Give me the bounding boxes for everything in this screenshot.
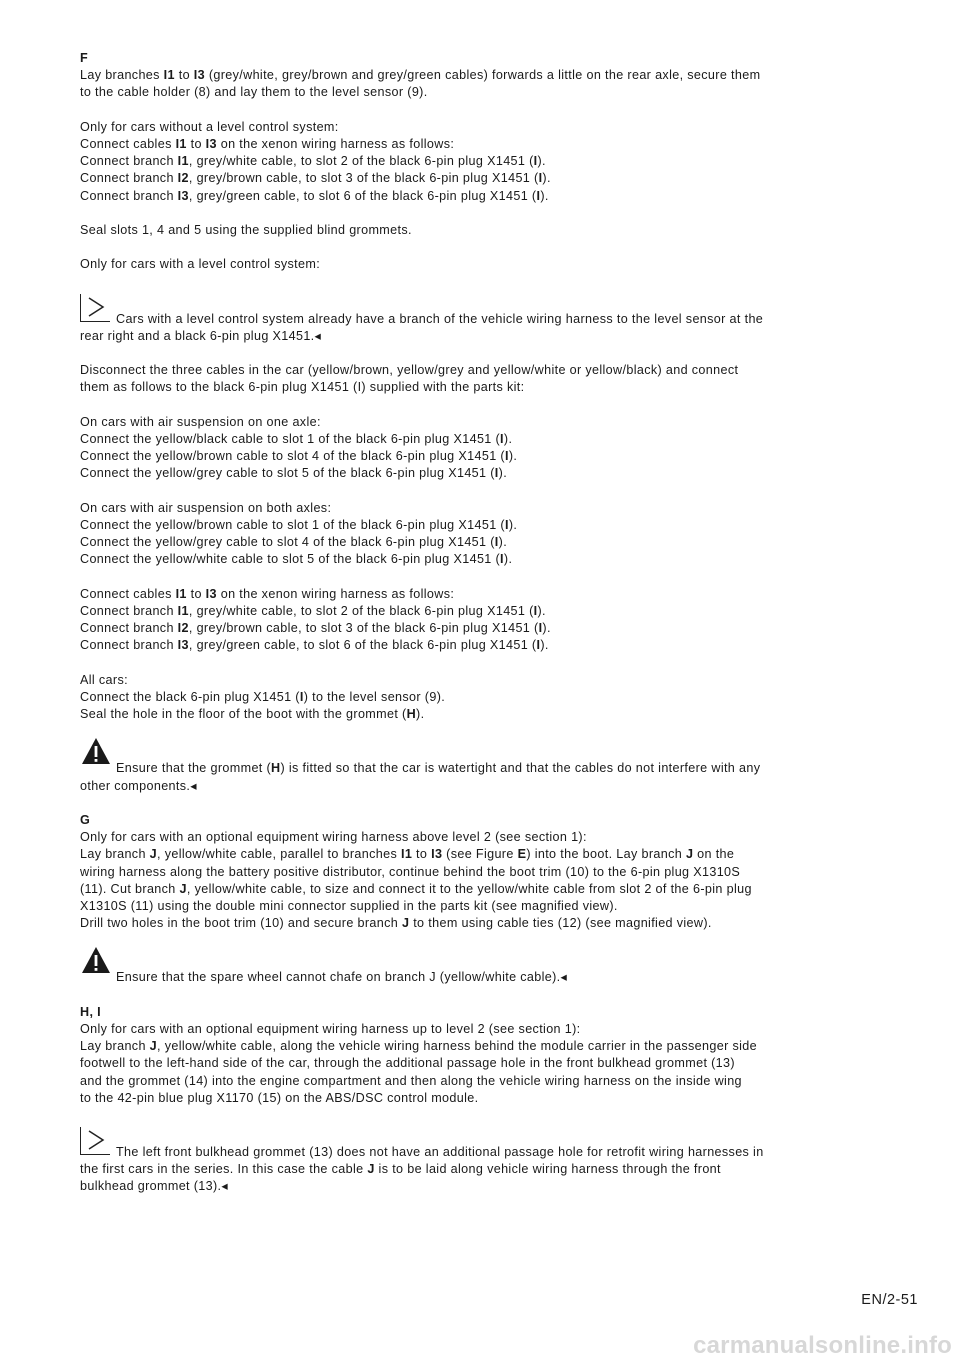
warning-text: Ensure that the grommet (H) is fitted so that the car is watertight and that the cables do not interfere with any xyxy=(116,761,761,776)
text-line: Connect the black 6-pin plug X1451 (I) to the level sensor (9). xyxy=(80,689,446,704)
text-line: Seal slots 1, 4 and 5 using the supplied blind grommets. xyxy=(80,223,412,237)
note-pointer-icon xyxy=(80,1131,112,1159)
text-line: Connect branch I2, grey/brown cable, to slot 3 of the black 6-pin plug X1451 (I). xyxy=(80,171,551,186)
text-line: Only for cars with an optional equipment wiring harness up to level 2 (see section 1): xyxy=(80,1022,581,1036)
note-block xyxy=(80,1131,902,1196)
text-line: On cars with air suspension on both axles: xyxy=(80,500,332,515)
warning-block xyxy=(80,747,902,794)
note-text: The left front bulkhead grommet (13) does not have an additional passage hole for retrofit wiring harnesses in xyxy=(116,1145,764,1160)
text-line: them as follows to the black 6-pin plug X1451 (I) supplied with the parts kit: xyxy=(80,380,525,395)
note-text: the first cars in the series. In this case the cable J is to be laid along vehicle wiring harness through the front xyxy=(80,1162,721,1177)
text-line: On cars with air suspension on one axle: xyxy=(80,414,321,429)
text-line: Seal the hole in the floor of the boot with the grommet (H). xyxy=(80,707,425,722)
note-text: rear right and a black 6-pin plug X1451.◂ xyxy=(80,328,322,343)
text-line: Only for cars without a level control system: xyxy=(80,119,339,134)
warning-text: Ensure that the spare wheel cannot chafe on branch J (yellow/white cable).◂ xyxy=(116,970,568,985)
text-line: Connect the yellow/grey cable to slot 4 of the black 6-pin plug X1451 (I). xyxy=(80,535,508,550)
text-line: Connect the yellow/black cable to slot 1 of the black 6-pin plug X1451 (I). xyxy=(80,431,513,446)
text-line: Connect branch I1, grey/white cable, to slot 2 of the black 6-pin plug X1451 (I). xyxy=(80,603,546,618)
warning-icon xyxy=(80,956,112,984)
text-line: Connect the yellow/brown cable to slot 1 of the black 6-pin plug X1451 (I). xyxy=(80,517,518,532)
text-line: X1310S (11) using the double mini connector supplied in the parts kit (see magnified view). xyxy=(80,899,618,913)
text-line: Connect the yellow/brown cable to slot 4 of the black 6-pin plug X1451 (I). xyxy=(80,449,518,464)
text-line: to the 42-pin blue plug X1170 (15) on the ABS/DSC control module. xyxy=(80,1090,479,1105)
text-line: Connect branch I3, grey/green cable, to slot 6 of the black 6-pin plug X1451 (I). xyxy=(80,188,549,203)
section-f-heading: F xyxy=(80,51,89,65)
note-text: bulkhead grommet (13).◂ xyxy=(80,1179,229,1194)
text-line: Connect the yellow/white cable to slot 5 of the black 6-pin plug X1451 (I). xyxy=(80,552,513,567)
text-line: Lay branch J, yellow/white cable, parallel to branches I1 to I3 (see Figure E) into the boot. Lay branch J on the xyxy=(80,847,735,862)
text-line: Only for cars with a level control system: xyxy=(80,257,321,272)
document-body xyxy=(80,50,902,1213)
text-line: Connect branch I3, grey/green cable, to slot 6 of the black 6-pin plug X1451 (I). xyxy=(80,638,549,653)
note-text: Cars with a level control system already have a branch of the vehicle wiring harness to the level sensor at the xyxy=(116,311,764,326)
text-line: Only for cars with an optional equipment wiring harness above level 2 (see section 1): xyxy=(80,830,587,845)
text-line: wiring harness along the battery positive distributor, continue behind the boot trim (10) to the 6-pin plug X1310S xyxy=(80,864,741,879)
text-line: Lay branches I1 to I3 (grey/white, grey/brown and grey/green cables) forwards a little on the rear axle, secure them xyxy=(80,68,761,83)
text-line: All cars: xyxy=(80,672,128,687)
text-line: Connect cables I1 to I3 on the xenon wiring harness as follows: xyxy=(80,586,455,601)
text-line: Connect branch I1, grey/white cable, to slot 2 of the black 6-pin plug X1451 (I). xyxy=(80,154,546,169)
text-line: (11). Cut branch J, yellow/white cable, to size and connect it to the yellow/white cable from slot 2 of the 6-pin plug xyxy=(80,881,752,896)
watermark: carmanualsonline.info xyxy=(693,1332,952,1359)
warning-icon xyxy=(80,747,112,775)
text-line: Connect cables I1 to I3 on the xenon wiring harness as follows: xyxy=(80,137,455,151)
text-line: footwell to the left-hand side of the car, through the additional passage hole in the front bulkhead grommet (13) xyxy=(80,1056,735,1071)
text-line: to the cable holder (8) and lay them to the level sensor (9). xyxy=(80,85,428,100)
section-hi-heading: H, I xyxy=(80,1004,101,1019)
text-line: Connect branch I2, grey/brown cable, to slot 3 of the black 6-pin plug X1451 (I). xyxy=(80,621,551,636)
note-block xyxy=(80,298,902,345)
text-line: and the grommet (14) into the engine compartment and then along the vehicle wiring harness on the inside wing xyxy=(80,1073,742,1088)
text-line: Connect the yellow/grey cable to slot 5 of the black 6-pin plug X1451 (I). xyxy=(80,466,508,481)
warning-block xyxy=(80,956,902,986)
warning-text: other components.◂ xyxy=(80,778,197,793)
text-line: Disconnect the three cables in the car (yellow/brown, yellow/grey and yellow/white or yellow/black) and connect xyxy=(80,363,739,378)
page-number: EN/2-51 xyxy=(861,1292,918,1308)
text-line: Lay branch J, yellow/white cable, along the vehicle wiring harness behind the module carrier in the passenger side xyxy=(80,1039,757,1054)
note-pointer-icon xyxy=(80,298,112,326)
section-g-heading: G xyxy=(80,812,91,827)
text-line: Drill two holes in the boot trim (10) and secure branch J to them using cable ties (12) (see magnified view). xyxy=(80,916,712,931)
